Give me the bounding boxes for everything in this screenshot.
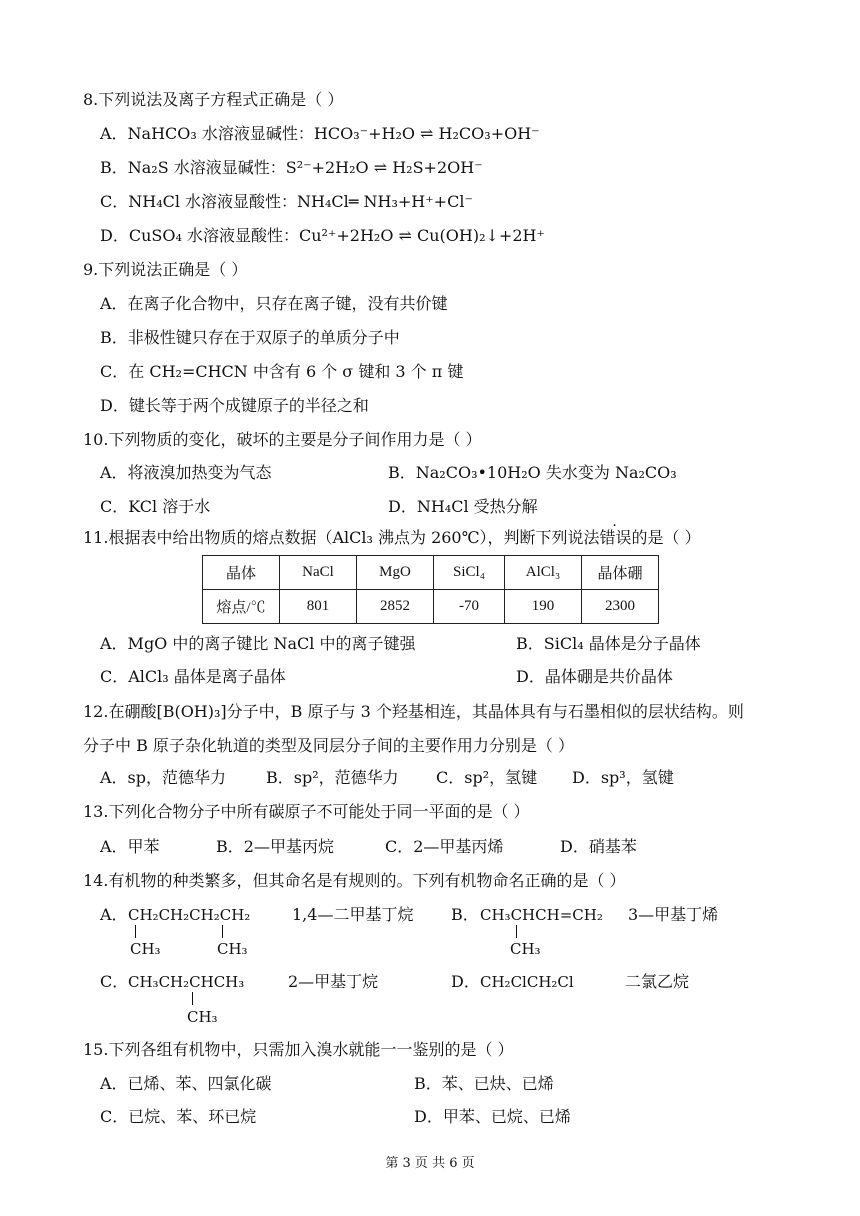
table-cell: 熔点/℃ — [203, 590, 280, 624]
table-cell: 晶体硼 — [582, 556, 659, 590]
q11-stem-post: 的是（ ） — [631, 528, 701, 547]
q14-option-a-label: A． — [100, 905, 128, 924]
bond-line — [516, 925, 517, 938]
q12-option-d: D．sp³，氢键 — [572, 768, 674, 787]
q14-option-c-substituent: CH₃ — [187, 1008, 218, 1026]
q12-stem-line1: 12.在硼酸[B(OH)₃]分子中，B 原子与 3 个羟基相连，其晶体具有与石墨相似的层状结构。则 — [83, 702, 744, 721]
q14-option-c-formula: CH₃CH₂CHCH₃ — [128, 973, 245, 991]
q9-option-c: C．在 CH₂=CHCN 中含有 6 个 σ 键和 3 个 π 键 — [100, 362, 464, 381]
q10-option-b: B．Na₂CO₃•10H₂O 失水变为 Na₂CO₃ — [388, 463, 677, 482]
q15-option-c: C．已烷、苯、环已烷 — [100, 1107, 257, 1126]
bond-line — [222, 925, 223, 938]
q14-option-b-label: B． — [451, 905, 479, 924]
q11-option-a: A．MgO 中的离子键比 NaCl 中的离子键强 — [100, 634, 416, 653]
table-cell: MgO — [357, 556, 434, 590]
q14-option-c-label: C． — [100, 972, 129, 991]
table-cell: SiCl₄ — [434, 556, 505, 590]
q11-option-b: B．SiCl₄ 晶体是分子晶体 — [516, 634, 701, 653]
bond-line — [135, 925, 136, 938]
q14-option-d-formula: CH₂ClCH₂Cl — [480, 973, 574, 991]
q9-option-b: B．非极性键只存在于双原子的单质分子中 — [100, 328, 400, 347]
melting-point-table — [202, 555, 659, 624]
q11-stem — [83, 528, 701, 548]
q14-option-c-name: 2—甲基丁烷 — [288, 972, 379, 991]
table-cell: 2852 — [357, 590, 434, 624]
q10-stem: 10.下列物质的变化，破坏的主要是分子间作用力是（ ） — [83, 430, 482, 449]
q13-option-c: C．2—甲基丙烯 — [385, 837, 504, 856]
q10-option-a: A．将液溴加热变为气态 — [100, 463, 272, 482]
q15-option-d: D．甲苯、已烷、已烯 — [414, 1107, 571, 1126]
q9-stem: 9.下列说法正确是（ ） — [83, 260, 248, 279]
q10-option-d: D．NH₄Cl 受热分解 — [388, 497, 538, 516]
q14-option-a-name: 1,4—二甲基丁烷 — [292, 905, 414, 924]
q14-option-d-label: D． — [451, 972, 480, 991]
q8-option-a: A．NaHCO₃ 水溶液显碱性：HCO₃⁻+H₂O ⇌ H₂CO₃+OH⁻ — [100, 124, 540, 143]
q9-option-d: D．键长等于两个成键原子的半径之和 — [100, 396, 369, 415]
q11-stem-emphasis: 错误 — [599, 528, 632, 547]
table-cell: 190 — [505, 590, 582, 624]
q12-option-c: C．sp²，氢键 — [436, 768, 538, 787]
q12-stem-line2: 分子中 B 原子杂化轨道的类型及同层分子间的主要作用力分别是（ ） — [83, 736, 575, 755]
q15-option-b: B．苯、已炔、已烯 — [414, 1074, 554, 1093]
table-cell: NaCl — [280, 556, 357, 590]
table-cell: 2300 — [582, 590, 659, 624]
table-cell: 晶体 — [203, 556, 280, 590]
q8-stem: 8.下列说法及离子方程式正确是（ ） — [83, 90, 344, 109]
q15-stem: 15.下列各组有机物中，只需加入溴水就能一一鉴别的是（ ） — [83, 1040, 514, 1059]
q10-option-c: C．KCl 溶于水 — [100, 497, 211, 516]
q14-option-d-name: 二氯乙烷 — [625, 972, 690, 991]
q13-stem: 13.下列化合物分子中所有碳原子不可能处于同一平面的是（ ） — [83, 802, 530, 821]
q9-option-a: A．在离子化合物中，只存在离子键，没有共价键 — [100, 294, 448, 313]
q14-option-a-substituent-2: CH₃ — [217, 940, 248, 958]
page-footer: 第 3 页 共 6 页 — [385, 1156, 475, 1171]
q8-option-b: B．Na₂S 水溶液显碱性：S²⁻+2H₂O ⇌ H₂S+2OH⁻ — [100, 158, 483, 177]
q14-option-a-substituent-1: CH₃ — [130, 940, 161, 958]
q11-option-c: C．AlCl₃ 晶体是离子晶体 — [100, 667, 286, 686]
table-row — [203, 590, 659, 624]
table-cell: -70 — [434, 590, 505, 624]
q14-option-b-formula: CH₃CHCH=CH₂ — [480, 906, 603, 924]
q8-option-c: C．NH₄Cl 水溶液显酸性：NH₄Cl═ NH₃+H⁺+Cl⁻ — [100, 192, 473, 211]
q14-option-a-formula: CH₂CH₂CH₂CH₂ — [128, 906, 251, 924]
table-cell: AlCl₃ — [505, 556, 582, 590]
q14-option-b-substituent: CH₃ — [510, 940, 541, 958]
table-cell: 801 — [280, 590, 357, 624]
bond-line — [192, 992, 193, 1005]
q14-option-b-name: 3—甲基丁烯 — [628, 905, 719, 924]
q11-option-d: D．晶体硼是共价晶体 — [516, 667, 673, 686]
q8-option-d: D．CuSO₄ 水溶液显酸性：Cu²⁺+2H₂O ⇌ Cu(OH)₂↓+2H⁺ — [100, 226, 545, 245]
q13-option-d: D．硝基苯 — [560, 837, 637, 856]
q14-stem: 14.有机物的种类繁多，但其命名是有规则的。下列有机物命名正确的是（ ） — [83, 871, 626, 890]
q11-stem-pre: 11.根据表中给出物质的熔点数据（AlCl₃ 沸点为 260℃），判断下列说法 — [83, 528, 600, 547]
q13-option-a: A．甲苯 — [100, 837, 160, 856]
q13-option-b: B．2—甲基丙烷 — [216, 837, 334, 856]
q12-option-a: A．sp，范德华力 — [100, 768, 227, 787]
q15-option-a: A．已烯、苯、四氯化碳 — [100, 1074, 272, 1093]
table-header-row — [203, 556, 659, 590]
q12-option-b: B．sp²，范德华力 — [266, 768, 399, 787]
